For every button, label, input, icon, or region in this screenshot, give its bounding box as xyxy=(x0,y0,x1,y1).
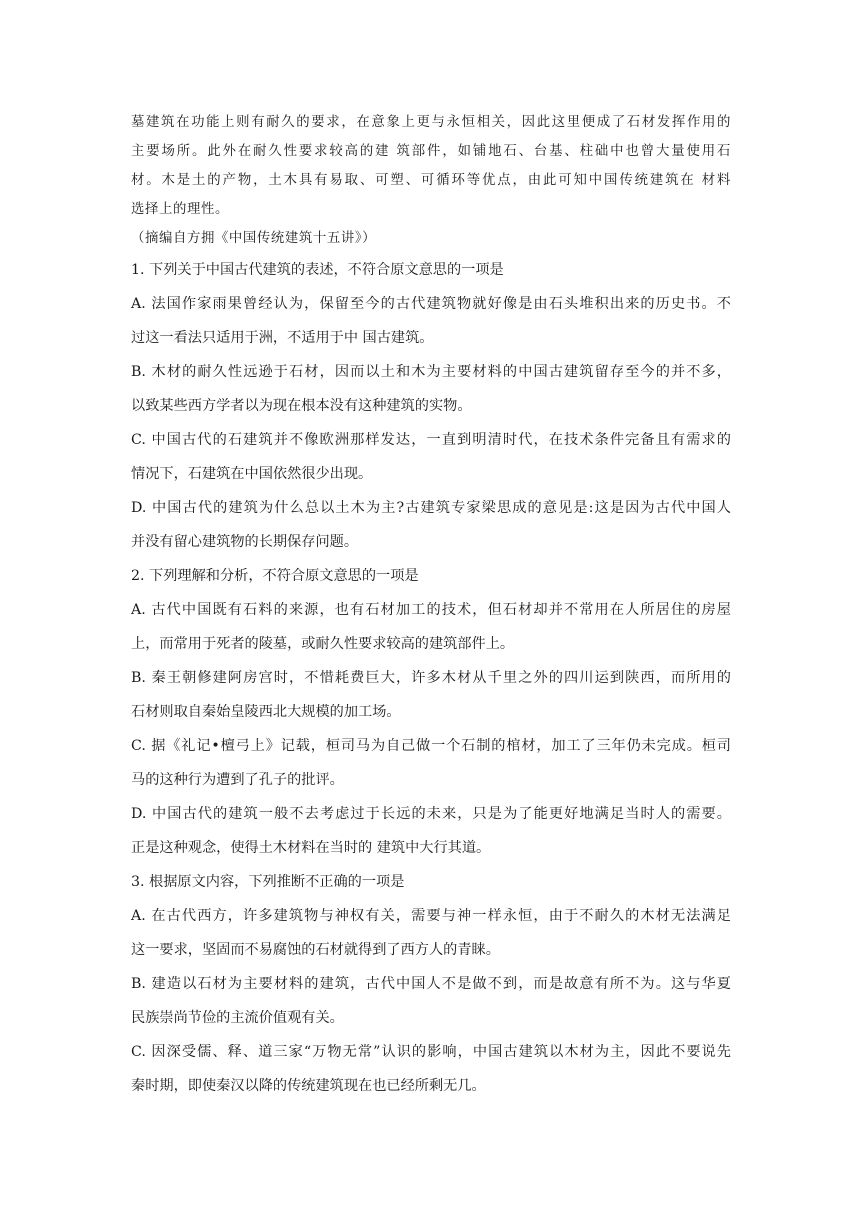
option-line: A. 在古代西方，许多建筑物与神权有关，需要与神一样永恒，由于不耐久的木材无法满足 xyxy=(131,908,731,924)
question-1 xyxy=(131,253,731,559)
question-3 xyxy=(131,865,731,1103)
option-b xyxy=(131,661,731,729)
passage-line: 主要场所。此外在耐久性要求较高的建 筑部件，如铺地石、台基、柱础中也曾大量使用石 xyxy=(131,144,731,159)
option-line: 上，而常用于死者的陵墓，或耐久性要求较高的建筑部件上。 xyxy=(131,636,515,652)
question-stem: 1. 下列关于中国古代建筑的表述，不符合原文意思的一项是 xyxy=(131,262,504,278)
option-a xyxy=(131,593,731,661)
passage-line: 墓建筑在功能上则有耐久的要求，在意象上更与永恒相关，因此这里便成了石材发挥作用的 xyxy=(131,115,731,130)
option-line: D. 中国古代的建筑一般不去考虑过于长远的未来，只是为了能更好地满足当时人的需要。 xyxy=(131,806,731,822)
option-line: C. 中国古代的石建筑并不像欧洲那样发达，一直到明清时代，在技术条件完备且有需求的 xyxy=(131,432,731,448)
option-line: 秦时期，即使秦汉以降的传统建筑现在也已经所剩无几。 xyxy=(131,1078,486,1094)
option-line: C. 据《礼记•檀弓上》记载，桓司马为自己做一个石制的棺材，加工了三年仍未完成。桓司 xyxy=(131,738,731,754)
question-stem: 2. 下列理解和分析，不符合原文意思的一项是 xyxy=(131,568,419,584)
option-b xyxy=(131,355,731,423)
option-line: 正是这种观念，使得土木材料在当时的 建筑中大行其道。 xyxy=(131,840,491,856)
option-line: 过这一看法只适用于洲，不适用于中 国古建筑。 xyxy=(131,330,434,346)
option-line: A. 古代中国既有石料的来源，也有石材加工的技术，但石材却并不常用在人所居住的房屋 xyxy=(131,602,731,618)
option-line: 情况下，石建筑在中国依然很少出现。 xyxy=(131,466,373,482)
option-line: A. 法国作家雨果曾经认为，保留至今的古代建筑物就好像是由石头堆积出来的历史书。不 xyxy=(131,296,731,312)
option-line: B. 秦王朝修建阿房宫时，不惜耗费巨大，许多木材从千里之外的四川运到陕西，而所用的 xyxy=(131,670,731,686)
option-line: 这一要求，坚固而不易腐蚀的石材就得到了西方人的青睐。 xyxy=(131,942,500,958)
option-c xyxy=(131,1035,731,1103)
option-line: 民族崇尚节俭的主流价值观有关。 xyxy=(131,1010,344,1026)
document-page xyxy=(131,108,731,1103)
option-line: B. 建造以石材为主要材料的建筑，古代中国人不是做不到，而是故意有所不为。这与华夏 xyxy=(131,976,731,992)
option-line: 以致某些西方学者以为现在根本没有这种建筑的实物。 xyxy=(131,398,472,414)
option-line: 石材则取自秦始皇陵西北大规模的加工场。 xyxy=(131,704,401,720)
option-line: C. 因深受儒、释、道三家“万物无常”认识的影响，中国古建筑以木材为主，因此不要说先 xyxy=(131,1044,731,1060)
option-line: B. 木材的耐久性远逊于石材，因而以土和木为主要材料的中国古建筑留存至今的并不多， xyxy=(131,364,731,380)
passage-line: 选择上的理性。 xyxy=(131,202,229,217)
option-a xyxy=(131,287,731,355)
option-c xyxy=(131,729,731,797)
passage-source: （摘编自方拥《中国传统建筑十五讲》） xyxy=(131,231,377,246)
option-line: D. 中国古代的建筑为什么总以土木为主?古建筑专家梁思成的意见是:这是因为古代中国人 xyxy=(131,500,731,516)
option-line: 并没有留心建筑物的长期保存问题。 xyxy=(131,534,359,550)
option-d xyxy=(131,797,731,865)
option-line: 马的这种行为遭到了孔子的批评。 xyxy=(131,772,344,788)
option-a xyxy=(131,899,731,967)
option-c xyxy=(131,423,731,491)
passage-paragraph xyxy=(131,108,731,224)
passage-line: 材。木是土的产物，土木具有易取、可塑、可循环等优点，由此可知中国传统建筑在 材料 xyxy=(131,173,731,188)
question-stem: 3. 根据原文内容，下列推断不正确的一项是 xyxy=(131,874,405,890)
option-b xyxy=(131,967,731,1035)
question-2 xyxy=(131,559,731,865)
option-d xyxy=(131,491,731,559)
passage xyxy=(131,108,731,253)
